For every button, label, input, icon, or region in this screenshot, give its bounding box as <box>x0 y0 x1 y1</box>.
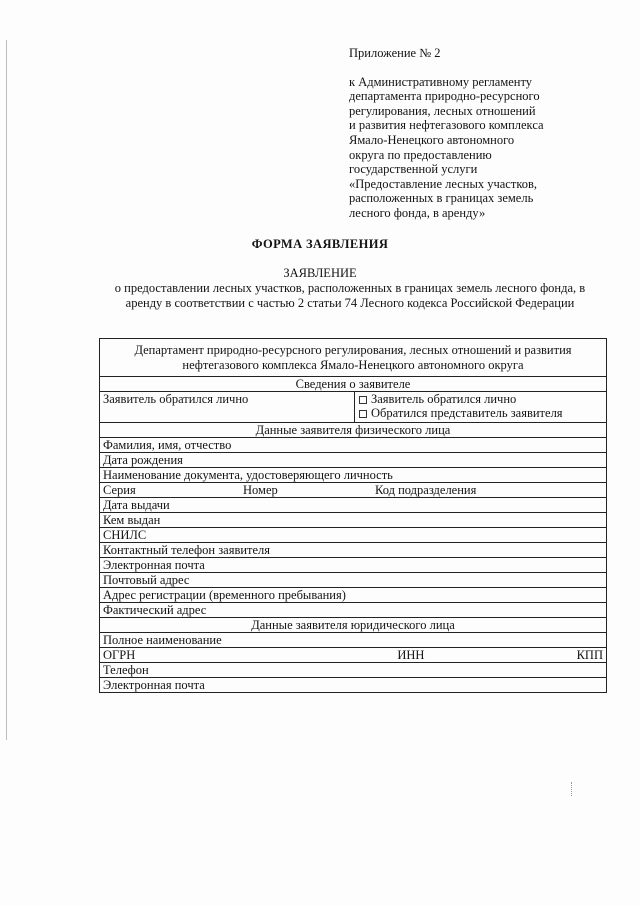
statement-title: ЗАЯВЛЕНИЕ <box>283 266 357 280</box>
inn-field[interactable]: ИНН <box>397 648 425 662</box>
table-row <box>100 618 607 633</box>
table-row <box>100 603 607 618</box>
table-row <box>100 438 607 453</box>
series-field[interactable]: Серия <box>103 483 136 497</box>
table-row <box>100 558 607 573</box>
document-details-row <box>100 483 607 498</box>
appendix-line: регулирования, лесных отношений <box>349 103 536 118</box>
table-row <box>100 483 607 498</box>
option-personal-label: Заявитель обратился лично <box>371 392 517 406</box>
table-row <box>100 678 607 693</box>
appendix-line: департамента природно-ресурсного <box>349 89 540 104</box>
appendix-line: и развития нефтегазового комплекса <box>349 118 544 133</box>
applicant-info-header: Сведения о заявителе <box>100 377 607 392</box>
applicant-type-options <box>355 392 607 423</box>
snils-field[interactable]: СНИЛС <box>100 528 607 543</box>
issue-date-field[interactable]: Дата выдачи <box>100 498 607 513</box>
postal-address-field[interactable]: Почтовый адрес <box>100 573 607 588</box>
issued-by-field[interactable]: Кем выдан <box>100 513 607 528</box>
table-row <box>100 377 607 392</box>
option-representative[interactable] <box>358 406 603 420</box>
table-row <box>100 468 607 483</box>
registration-address-field[interactable]: Адрес регистрации (временного пребывания) <box>100 588 607 603</box>
ogrn-field[interactable]: ОГРН <box>103 648 136 662</box>
table-row <box>100 423 607 438</box>
option-personal[interactable] <box>358 392 603 406</box>
form-heading: ФОРМА ЗАЯВЛЕНИЯ <box>251 237 389 251</box>
table-row <box>100 663 607 678</box>
full-name-field[interactable]: Фамилия, имя, отчество <box>100 438 607 453</box>
number-field[interactable]: Номер <box>243 483 278 497</box>
statement-subtitle: о предоставлении лесных участков, расположенных в границах земель лесного фонда, в аренду в соответствии с частью 2 статьи 74 Лесного кодекса Российской Федерации <box>114 281 586 310</box>
table-row <box>100 633 607 648</box>
scan-artifact-mark <box>571 782 574 796</box>
legal-entity-header: Данные заявителя юридического лица <box>100 618 607 633</box>
scan-edge-mark <box>6 40 7 740</box>
table-row <box>100 573 607 588</box>
table-row <box>100 498 607 513</box>
appendix-line: округа по предоставлению <box>349 147 492 162</box>
individual-header: Данные заявителя физического лица <box>100 423 607 438</box>
application-form-table <box>99 338 607 693</box>
table-row <box>100 339 607 377</box>
appendix-line: государственной услуги <box>349 162 478 177</box>
table-row <box>100 513 607 528</box>
table-row <box>100 453 607 468</box>
table-row <box>100 588 607 603</box>
table-row <box>100 528 607 543</box>
appendix-number: Приложение № 2 <box>349 46 441 60</box>
appendix-line: Ямало-Ненецкого автономного <box>349 132 515 147</box>
full-org-name-field[interactable]: Полное наименование <box>100 633 607 648</box>
table-row <box>100 392 607 423</box>
applied-personally-label: Заявитель обратился лично <box>100 392 355 423</box>
checkbox-icon[interactable] <box>359 410 367 418</box>
appendix-line: к Административному регламенту <box>349 74 533 89</box>
phone-field[interactable]: Телефон <box>100 663 607 678</box>
department-name: Департамент природно-ресурсного регулирования, лесных отношений и развития нефтегазового комплекса Ямало-Ненецкого автономного округа <box>100 339 607 377</box>
id-document-field[interactable]: Наименование документа, удостоверяющего личность <box>100 468 607 483</box>
appendix-line: лесного фонда, в аренду» <box>349 205 486 220</box>
appendix-block <box>349 46 619 221</box>
org-codes-row <box>100 648 607 663</box>
email-field[interactable]: Электронная почта <box>100 558 607 573</box>
appendix-line: расположенных в границах земель <box>349 191 534 206</box>
contact-phone-field[interactable]: Контактный телефон заявителя <box>100 543 607 558</box>
actual-address-field[interactable]: Фактический адрес <box>100 603 607 618</box>
birth-date-field[interactable]: Дата рождения <box>100 453 607 468</box>
kpp-field[interactable]: КПП <box>576 648 603 662</box>
legal-email-field[interactable]: Электронная почта <box>100 678 607 693</box>
table-row <box>100 648 607 663</box>
division-code-field[interactable]: Код подразделения <box>375 483 477 497</box>
option-representative-label: Обратился представитель заявителя <box>371 406 563 420</box>
appendix-line: «Предоставление лесных участков, <box>349 176 538 191</box>
checkbox-icon[interactable] <box>359 396 367 404</box>
table-row <box>100 543 607 558</box>
